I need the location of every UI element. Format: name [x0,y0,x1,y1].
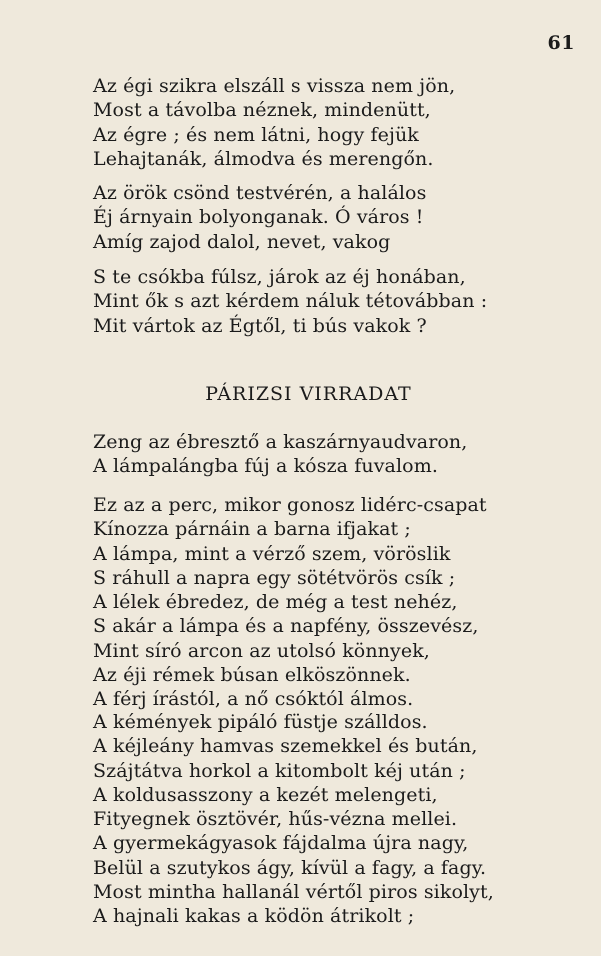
poem-line: A lélek ébredez, de még a test nehéz, [93,591,458,614]
poem2-stanza-3 [93,710,593,929]
poem-line: Belül a szutykos ágy, kívül a fagy, a fagy. [93,856,487,879]
poem1-stanza-2 [93,181,593,254]
poem-line: Kínozza párnáin a barna ifjakat ; [93,518,411,541]
page-number: 61 [547,32,575,54]
poem-line: Az éji rémek búsan elköszönnek. [93,664,411,687]
poem-line: Az égre ; és nem látni, hogy fejük [93,123,419,146]
poem-line: A gyermekágyasok fájdalma újra nagy, [93,832,469,855]
poem-line: Most mintha hallanál vértől piros sikolyt, [93,881,494,904]
poem-line: Éj árnyain bolyonganak. Ó város ! [93,206,424,229]
poem-line: Lehajtanák, álmodva és merengőn. [93,147,434,170]
poem2-stanza-1 [93,430,593,479]
poem-line: Mint síró arcon az utolsó könnyek, [93,639,430,662]
poem-line: S akár a lámpa és a napfény, összevész, [93,615,479,638]
poem-line: Az örök csönd testvérén, a halálos [93,182,427,204]
poem-line: Szájtátva horkol a kitombolt kéj után ; [93,759,466,782]
poem-line: Zeng az ébresztő a kaszárnyaudvaron, [93,431,468,453]
poem-line: Most a távolba néznek, mindenütt, [93,99,431,122]
poem-line: Amíg zajod dalol, nevet, vakog [93,230,391,253]
poem2-stanza-2 [93,493,593,712]
poem-line: Fityegnek ösztövér, hűs-vézna mellei. [93,808,458,831]
poem-line: Mint ők s azt kérdem náluk tétovábban : [93,290,488,313]
poem-line: A férj írástól, a nő csóktól álmos. [93,688,414,711]
poem-line: A lámpalángba fúj a kósza fuvalom. [93,455,438,478]
poem-line: Ez az a perc, mikor gonosz lidérc-csapat [93,494,487,516]
poem-line: Az égi szikra elszáll s vissza nem jön, [93,75,456,97]
poem-title: PÁRIZSI VIRRADAT [205,383,412,405]
poem-line: A koldusasszony a kezét melengeti, [93,783,438,806]
poem1-stanza-1 [93,74,593,171]
poem1-stanza-3 [93,265,593,338]
poem-line: A lámpa, mint a vérző szem, vöröslik [93,542,451,565]
poem-line: A kémények pipáló füstje szálldos. [93,711,428,733]
poem-line: A hajnali kakas a ködön átrikolt ; [93,905,415,928]
poem-line: S te csókba fúlsz, járok az éj honában, [93,266,466,288]
poem-line: A kéjleány hamvas szemekkel és bután, [93,735,478,758]
poem-line: S ráhull a napra egy sötétvörös csík ; [93,566,456,589]
poem-line: Mit vártok az Égtől, ti bús vakok ? [93,314,427,337]
